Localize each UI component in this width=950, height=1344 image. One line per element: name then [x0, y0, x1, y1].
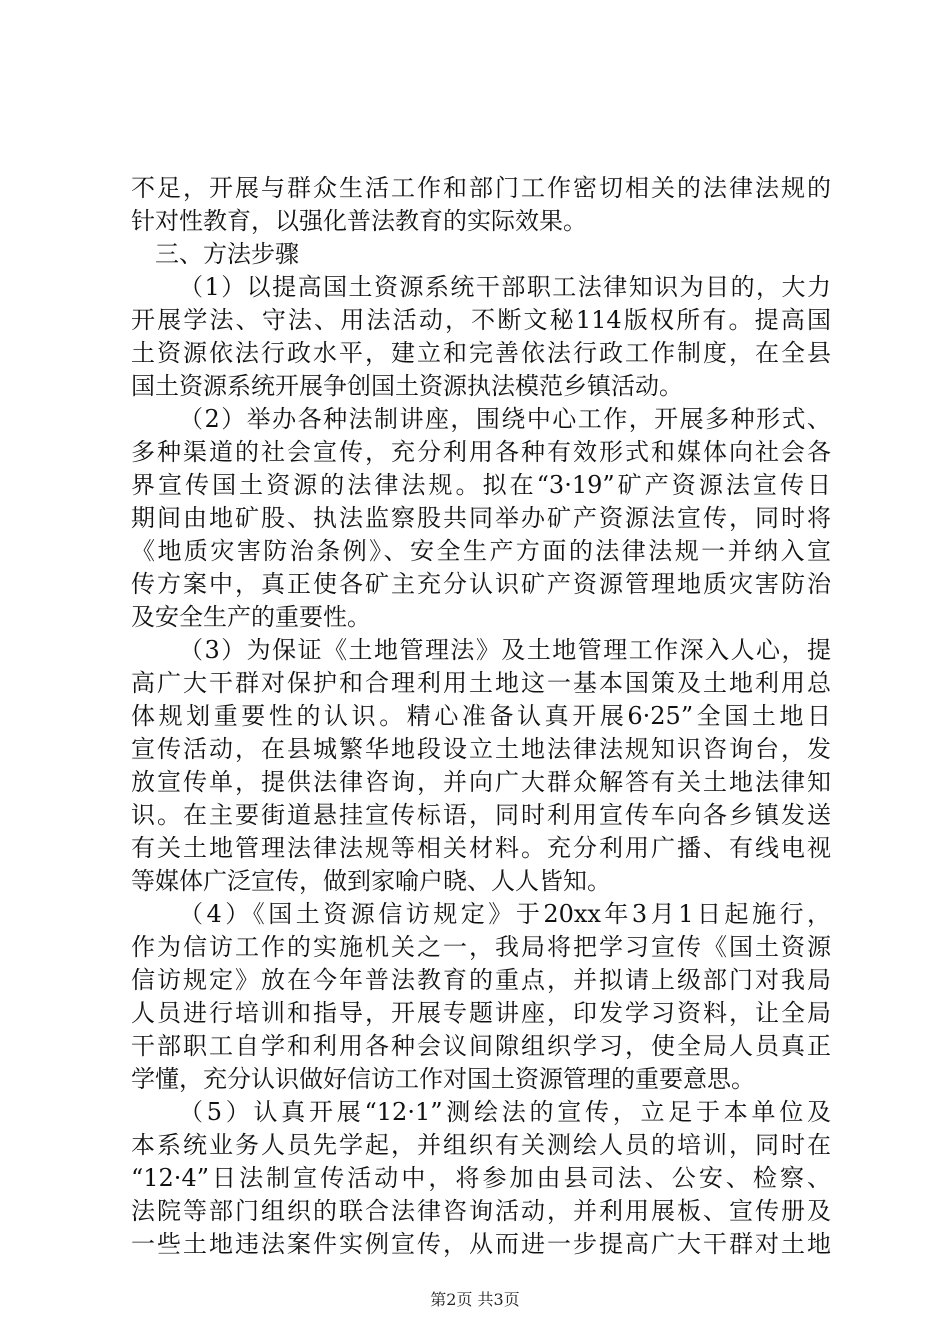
text-line: （2）举办各种法制讲座，围绕中心工作，开展多种形式、: [179, 405, 831, 433]
text-line: 不足，开展与群众生活工作和部门工作密切相关的法律法规的: [131, 174, 831, 202]
text-line: 国土资源系统开展争创国土资源执法模范乡镇活动。: [131, 372, 683, 400]
text-line: 法院等部门组织的联合法律咨询活动，并利用展板、宣传册及: [131, 1197, 831, 1225]
text-line: 多种渠道的社会宣传，充分利用各种有效形式和媒体向社会各: [131, 438, 831, 466]
text-line: 等媒体广泛宣传，做到家喻户晓、人人皆知。: [131, 867, 611, 895]
text-line: 界宣传国土资源的法律法规。拟在“3·19”矿产资源法宣传日: [131, 471, 831, 499]
text-line: 学懂，充分认识做好信访工作对国土资源管理的重要意思。: [131, 1065, 755, 1093]
text-line: 宣传活动，在县城繁华地段设立土地法律法规知识咨询台，发: [131, 735, 831, 763]
text-line: （3）为保证《土地管理法》及土地管理工作深入人心，提: [179, 636, 831, 664]
text-line: （5）认真开展“12·1”测绘法的宣传，立足于本单位及: [179, 1098, 831, 1126]
text-line: （4）《国土资源信访规定》于20xx年3月1日起施行，: [179, 900, 831, 928]
text-line: “12·4”日法制宣传活动中，将参加由县司法、公安、检察、: [131, 1164, 831, 1192]
text-line: 放宣传单，提供法律咨询，并向广大群众解答有关土地法律知: [131, 768, 831, 796]
text-line: 《地质灾害防治条例》、安全生产方面的法律法规一并纳入宣: [131, 537, 831, 565]
text-line: 开展学法、守法、用法活动，不断文秘114版权所有。提高国: [131, 306, 831, 334]
text-line: 及安全生产的重要性。: [131, 603, 371, 631]
text-line: 作为信访工作的实施机关之一，我局将把学习宣传《国土资源: [131, 933, 831, 961]
text-line: 一些土地违法案件实例宣传，从而进一步提高广大干群对土地: [131, 1230, 831, 1258]
text-line: 传方案中，真正使各矿主充分认识矿产资源管理地质灾害防治: [131, 570, 831, 598]
section-heading: 三、方法步骤: [155, 240, 299, 268]
text-line: （1）以提高国土资源系统干部职工法律知识为目的，大力: [179, 273, 831, 301]
text-line: 高广大干群对保护和合理利用土地这一基本国策及土地利用总: [131, 669, 831, 697]
page-number-footer: 第2页 共3页: [430, 1290, 520, 1309]
text-line: 识。在主要街道悬挂宣传标语，同时利用宣传车向各乡镇发送: [131, 801, 831, 829]
text-line: 信访规定》放在今年普法教育的重点，并拟请上级部门对我局: [131, 966, 831, 994]
text-line: 干部职工自学和利用各种会议间隙组织学习，使全局人员真正: [131, 1032, 831, 1060]
text-line: 期间由地矿股、执法监察股共同举办矿产资源法宣传，同时将: [131, 504, 831, 532]
text-line: 体规划重要性的认识。精心准备认真开展6·25”全国土地日: [131, 702, 831, 730]
text-line: 针对性教育，以强化普法教育的实际效果。: [131, 207, 587, 235]
text-line: 人员进行培训和指导，开展专题讲座，印发学习资料，让全局: [131, 999, 831, 1027]
text-line: 有关土地管理法律法规等相关材料。充分利用广播、有线电视: [131, 834, 831, 862]
text-line: 土资源依法行政水平，建立和完善依法行政工作制度，在全县: [131, 339, 831, 367]
text-line: 本系统业务人员先学起，并组织有关测绘人员的培训，同时在: [131, 1131, 831, 1159]
document-body: [131, 172, 831, 1261]
